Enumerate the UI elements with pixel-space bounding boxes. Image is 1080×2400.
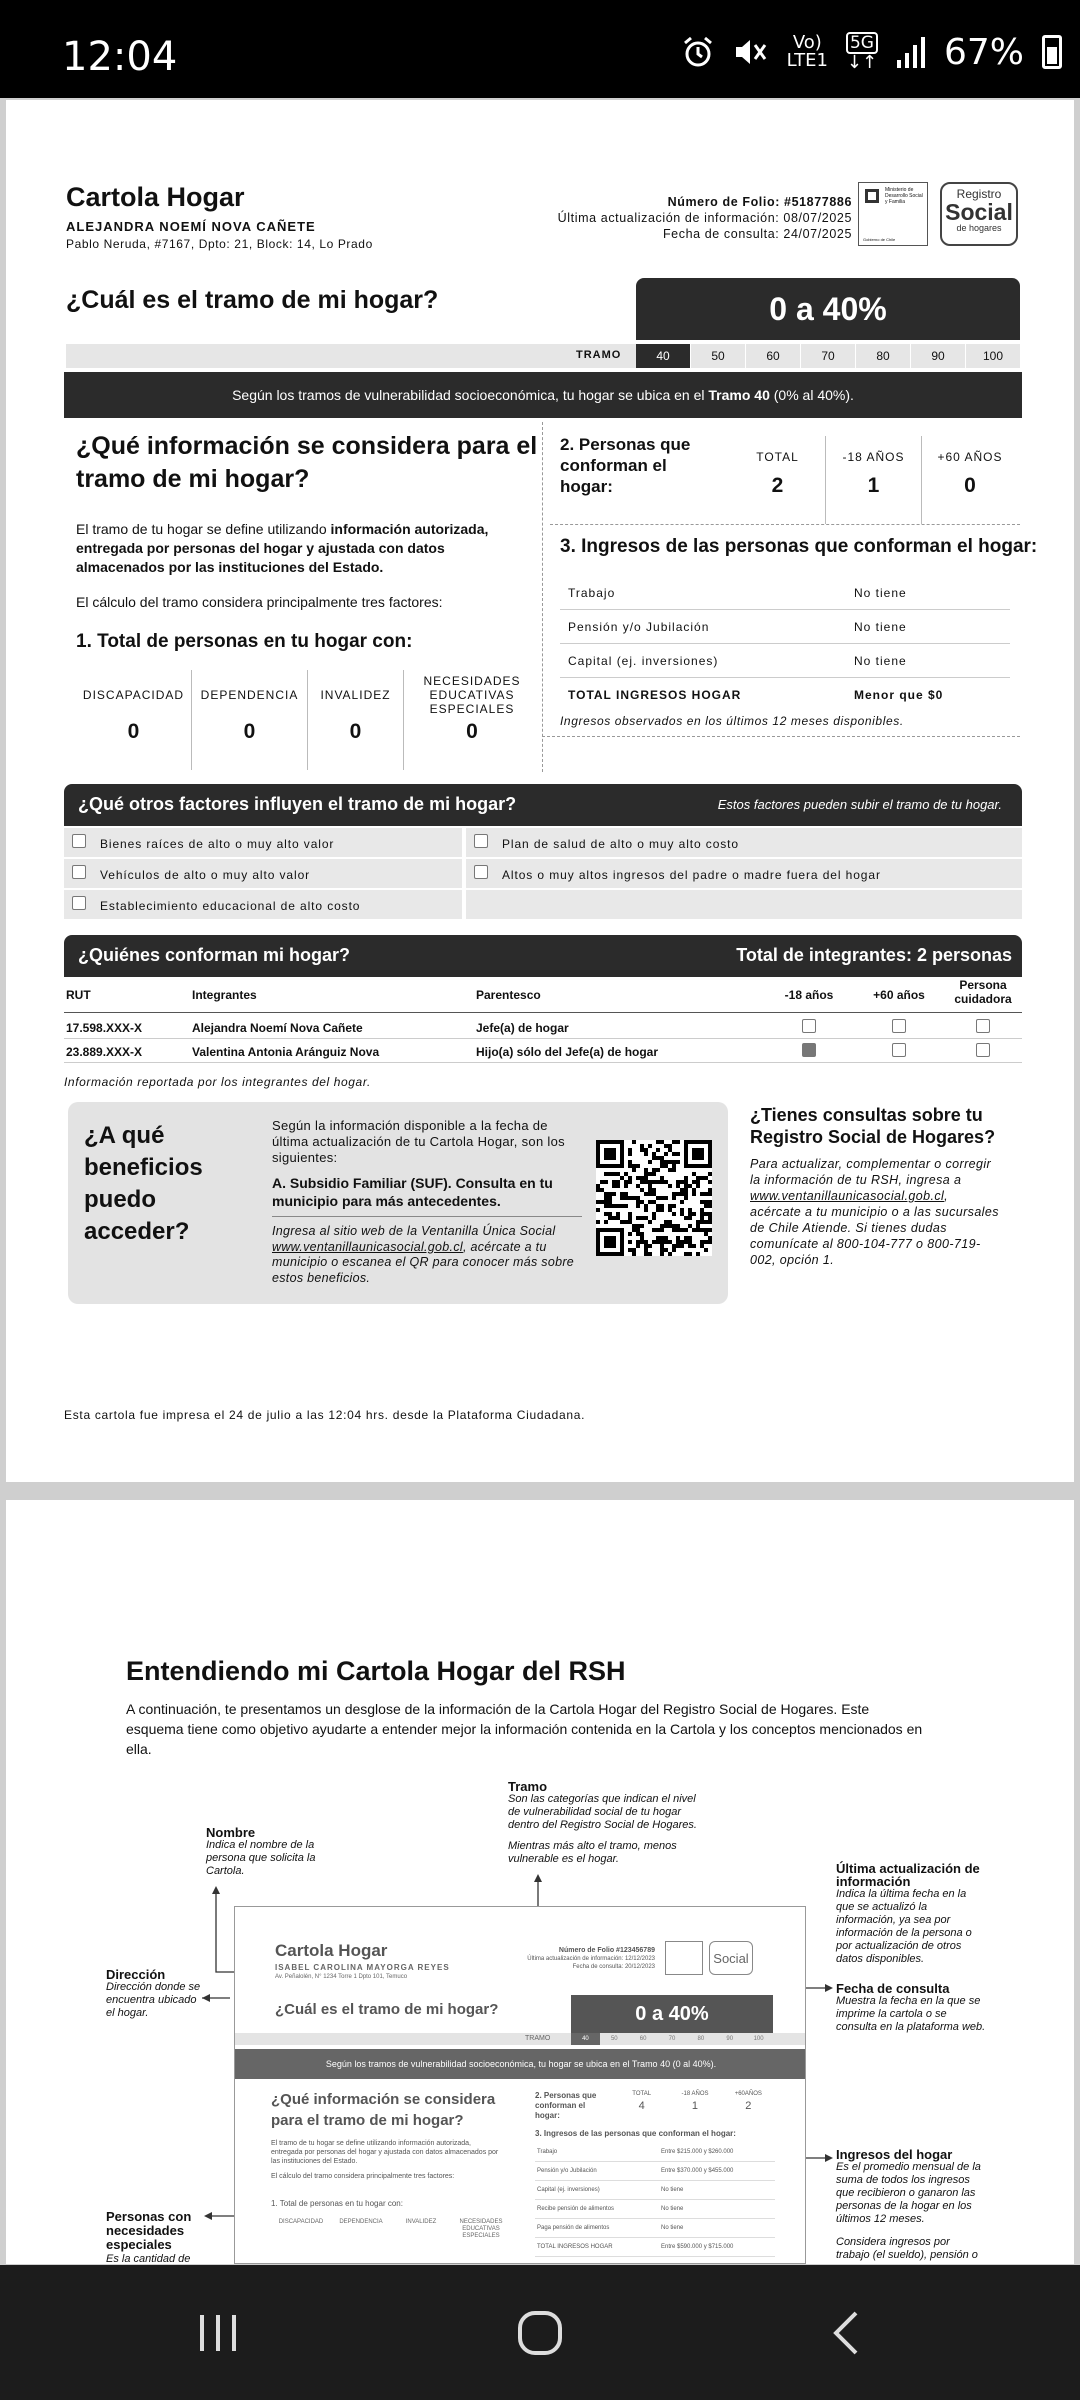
other-factor-checkbox[interactable] xyxy=(72,834,86,848)
sample-income-row xyxy=(535,2238,775,2257)
member-rut: 23.889.XXX-X xyxy=(66,1045,143,1059)
sample-factor1-label: DISCAPACIDAD xyxy=(278,2219,324,2225)
sample-scale-step: 70 xyxy=(668,2036,676,2042)
annot-ultima: Última actualización de información Indica la última fecha en la que se actualizó la información, ya sea por información de la persona o por actualización de otros datos disponibles. xyxy=(836,1861,980,1965)
other-factors-header xyxy=(64,784,1022,826)
sample-factor2-label: -18 AÑOS xyxy=(681,2091,709,2097)
sample-income-label: Paga pensión de alimentos xyxy=(537,2225,610,2231)
member-care-checkbox[interactable] xyxy=(976,1043,990,1057)
factor1-column xyxy=(76,670,192,770)
income-label: Pensión y/o Jubilación xyxy=(568,620,710,634)
sample-factor2-column xyxy=(615,2091,668,2121)
tramo-scale-step: 100 xyxy=(965,344,1020,368)
factor2-value: 0 xyxy=(964,474,976,497)
sample-scale-step: 80 xyxy=(697,2036,705,2042)
recent-apps-button[interactable] xyxy=(138,2265,298,2400)
members-row-line xyxy=(64,1062,1022,1063)
holder-name: ALEJANDRA NOEMÍ NOVA CAÑETE xyxy=(66,219,316,234)
sample-income-row xyxy=(535,2181,775,2200)
members-heading: ¿Quiénes conforman mi hogar? xyxy=(78,945,351,965)
other-factor-checkbox[interactable] xyxy=(474,865,488,879)
members-col-header: Integrantes xyxy=(192,988,257,1002)
sample-income-value: Entre $590.000 y $715.000 xyxy=(661,2244,734,2250)
help-heading: ¿Tienes consultas sobre tu Registro Social de Hogares? xyxy=(750,1105,996,1147)
member-o60-checkbox[interactable] xyxy=(892,1019,906,1033)
factor1-heading: 1. Total de personas en tu hogar con: xyxy=(76,631,413,652)
members-col-header: -18 años xyxy=(784,988,834,1002)
info-factors-intro: El cálculo del tramo considera principalmente tres factores: xyxy=(76,594,443,610)
member-relationship: Hijo(a) sólo del Jefe(a) de hogar xyxy=(476,1045,659,1059)
tramo-scale-step: 60 xyxy=(745,344,800,368)
members-row-line xyxy=(64,1038,1022,1039)
factor1-value: 0 xyxy=(466,720,478,743)
guide-intro: A continuación, te presentamos un desglose de la información de la Cartola Hogar del Registro Social de Hogares. Este esquema tiene como objetivo ayudarte a entender mejor la información contenida en la Cartola y los conceptos mencionados en ella. xyxy=(126,1701,923,1757)
factor2-label: TOTAL xyxy=(756,450,799,464)
info-paragraph: El tramo de tu hogar se define utilizando información autorizada, entregada por personas del hogar y ajustada con datos almacenados por las instituciones del Estado. xyxy=(76,521,489,575)
other-factor-item xyxy=(466,859,1022,888)
status-bar xyxy=(0,0,1080,98)
sample-income-row xyxy=(535,2162,775,2181)
guide-title: Entendiendo mi Cartola Hogar del RSH xyxy=(126,1656,626,1686)
benefits-box xyxy=(68,1102,728,1304)
benefits-web: Ingresa al sitio web de la Ventanilla Única Social www.ventanillaunicasocial.gob.cl, acércate a tu municipio o escanea el QR para conocer más sobre estos beneficios. xyxy=(272,1224,575,1285)
annot-ingresos: Ingresos del hogar Es el promedio mensual de la suma de todos los ingresos que recibieron o ganaron las personas de la hogar en los últimos 12 meses. Considera ingresos por trabajo (el sueldo), pensión o xyxy=(836,2147,981,2261)
other-factor-checkbox[interactable] xyxy=(474,834,488,848)
income-label: Trabajo xyxy=(568,586,616,600)
factor1-column xyxy=(404,670,540,770)
tramo-scale-step: 40 xyxy=(636,344,690,368)
back-button[interactable] xyxy=(766,2265,926,2400)
member-name: Valentina Antonia Aránguiz Nova xyxy=(192,1045,380,1059)
query-date: Fecha de consulta: 24/07/2025 xyxy=(662,227,852,241)
sample-income-label: Pensión y/o Jubilación xyxy=(537,2168,597,2174)
rsh-logo: Registro Social de hogares xyxy=(940,182,1018,246)
member-u18-checkbox[interactable] xyxy=(802,1019,816,1033)
members-total: Total de integrantes: 2 personas xyxy=(736,945,1012,965)
factor1-label: NECESIDADES EDUCATIVAS ESPECIALES xyxy=(423,674,521,716)
sample-scale-step: 100 xyxy=(753,2036,764,2042)
other-factor-label: Plan de salud de alto o muy alto costo xyxy=(502,837,739,851)
back-icon xyxy=(826,2309,866,2357)
home-button[interactable] xyxy=(460,2265,620,2400)
home-icon xyxy=(516,2309,564,2357)
factor1-column xyxy=(308,670,404,770)
navigation-bar xyxy=(0,2265,1080,2400)
mute-icon xyxy=(733,35,769,69)
print-footer: Esta cartola fue impresa el 24 de julio a las 12:04 hrs. desde la Plataforma Ciudadana. xyxy=(64,1408,586,1422)
factor1-value: 0 xyxy=(243,720,256,743)
other-factor-label: Bienes raíces de alto o muy alto valor xyxy=(100,837,335,851)
annot-direccion: Dirección Dirección donde se encuentra ubicado el hogar. xyxy=(106,1967,201,2019)
income-note: Ingresos observados en los últimos 12 meses disponibles. xyxy=(560,714,904,728)
status-icons xyxy=(681,30,1062,74)
other-factor-item xyxy=(466,828,1022,857)
other-factor-label: Establecimiento educacional de alto costo xyxy=(100,899,361,913)
sample-factor2-label: TOTAL xyxy=(632,2091,652,2097)
sample-factor2-value: 2 xyxy=(745,2100,752,2112)
other-factor-item xyxy=(64,890,462,919)
income-value: No tiene xyxy=(854,620,907,634)
member-care-checkbox[interactable] xyxy=(976,1019,990,1033)
other-factors-heading: ¿Qué otros factores influyen el tramo de mi hogar? xyxy=(78,794,517,814)
help-link[interactable]: www.ventanillaunicasocial.gob.cl xyxy=(750,1189,945,1203)
members-col-header: RUT xyxy=(66,988,91,1002)
qr-code-icon[interactable] xyxy=(596,1140,712,1256)
members-col-header: Parentesco xyxy=(476,988,541,1002)
factor1-label: DEPENDENCIA xyxy=(200,688,299,702)
sample-income-row xyxy=(535,2143,775,2162)
income-row xyxy=(560,644,1010,678)
factor2-value: 2 xyxy=(771,474,784,497)
sample-factor2-column xyxy=(668,2091,721,2121)
sample-income-value: No tiene xyxy=(661,2187,684,2193)
benefits-link[interactable]: www.ventanillaunicasocial.gob.cl xyxy=(272,1239,463,1254)
tramo-scale-step: 80 xyxy=(855,344,910,368)
other-factor-checkbox[interactable] xyxy=(72,896,86,910)
sample-cartola: Cartola Hogar ISABEL CAROLINA MAYORGA REYES Av. Peñalolén, N° 1234 Torre 1 Dpto 101, Temuco Número de Folio #123456789 Última actualización de información: 12/12/2023 Fecha de consulta: 20/12/2023 Social ¿Cuál es el tramo de mi hogar? 0 a 40% TRAMO 40 50 60 70 80 90 100 Según los tramos de vulnerabilidad socioeconómica, tu hogar se ubica en el Tramo 40 (0 al 40%). ¿Qué información se considera para el tramo de mi hogar? El tramo de tu hogar se define utilizando información autorizada, entregada por personas del hogar y ajustada con datos almacenados por las instituciones del Estado. El cálculo del tramo considera principalmente tres factores: 1. Total de personas en tu hogar con: DISCAPACIDAD DEPENDENCIA INVALIDEZ NECESIDADES EDUCATIVAS ESPECIALES 2. Personas que conforman el hogar: TOTAL 4 -18 AÑOS 1 +60AÑOS 2 3. Ingresos de las personas que conforman el hogar: Trabajo Entre $215.000 y $260.000 Pensión y/o Jubilación Entre $370.000 y $455.000 Capital (ej. inversiones) No tiene Recibe pensión de alimentos No tiene Paga pensión de alimentos No tiene TOTAL INGRESOS HOGAR Entre $590.000 y $715.000 xyxy=(234,1906,806,2264)
members-header-line xyxy=(64,1012,1022,1013)
cartola-title: Cartola Hogar xyxy=(66,182,245,212)
battery-percent: 67% xyxy=(943,31,1024,73)
factor2-heading: 2. Personas que conforman el hogar: xyxy=(560,435,691,496)
status-time: 12:04 xyxy=(62,34,178,80)
folio-block xyxy=(558,194,852,242)
other-factor-empty xyxy=(466,890,1022,919)
sample-income-label: Capital (ej. inversiones) xyxy=(537,2187,600,2193)
sample-scale-step: 60 xyxy=(639,2036,647,2042)
income-row xyxy=(560,576,1010,610)
sample-factor1-label: INVALIDEZ xyxy=(405,2219,437,2225)
sample-scale-step: 90 xyxy=(726,2036,734,2042)
factor2-label: +60 AÑOS xyxy=(937,450,1003,464)
factor1-column xyxy=(192,670,308,770)
guide-page xyxy=(6,1500,1074,2264)
ministry-logo: Ministerio de Desarrollo Social y Familia Gobierno de Chile xyxy=(858,182,928,246)
annot-tramo: Tramo Son las categorías que indican el nivel de vulnerabilidad social de tu hogar dentro del Registro Social de Hogares. Mientras más alto el tramo, menos vulnerable es el hogar. xyxy=(508,1779,697,1865)
benefits-intro: Según la información disponible a la fecha de última actualización de tu Cartola Hogar, son los siguientes: xyxy=(272,1118,565,1165)
other-factor-checkbox[interactable] xyxy=(72,865,86,879)
benefit-item: A. Subsidio Familiar (SUF). Consulta en tu municipio para más antecedentes. xyxy=(272,1175,553,1209)
folio-number: Número de Folio: #51877886 xyxy=(667,195,852,209)
other-factors-note: Estos factores pueden subir el tramo de tu hogar. xyxy=(717,797,1002,812)
volte-indicator: Vo) LTE1 xyxy=(786,32,828,71)
members-col-header: Persona cuidadora xyxy=(954,978,1012,1006)
tramo-question: ¿Cuál es el tramo de mi hogar? xyxy=(66,286,439,314)
annot-personas: Personas con necesidades especiales Es la cantidad de xyxy=(106,2209,192,2265)
other-factor-label: Altos o muy altos ingresos del padre o madre fuera del hogar xyxy=(502,868,881,882)
income-total-label: TOTAL INGRESOS HOGAR xyxy=(568,688,742,702)
tramo-scale-step: 50 xyxy=(690,344,745,368)
sample-income-label: Recibe pensión de alimentos xyxy=(537,2206,615,2212)
tramo-value: 0 a 40% xyxy=(636,278,1020,340)
members-col-header: +60 años xyxy=(873,988,925,1002)
income-row xyxy=(560,610,1010,644)
factor2-value: 1 xyxy=(867,474,880,497)
sample-factor2-value: 1 xyxy=(691,2100,699,2112)
annot-nombre: Nombre Indica el nombre de la persona que solicita la Cartola. xyxy=(206,1825,316,1877)
tramo-scale-step: 90 xyxy=(910,344,965,368)
network-5g-indicator: 5G ↓↑ xyxy=(846,33,878,73)
sample-income-row xyxy=(535,2200,775,2219)
sample-income-row xyxy=(535,2219,775,2238)
sample-income-value: Entre $215.000 y $260.000 xyxy=(661,2149,734,2155)
other-factor-item xyxy=(64,828,462,857)
benefits-heading: ¿A qué beneficios puedo acceder? xyxy=(84,1122,203,1245)
tramo-scale-step: 70 xyxy=(800,344,855,368)
coat-of-arms-icon xyxy=(863,187,881,205)
sample-income-label: TOTAL INGRESOS HOGAR xyxy=(537,2244,613,2250)
other-factor-item xyxy=(64,859,462,888)
sample-income-value: No tiene xyxy=(661,2206,684,2212)
sample-income-value: Entre $370.000 y $455.000 xyxy=(661,2168,734,2174)
member-relationship: Jefe(a) de hogar xyxy=(476,1021,569,1035)
factor1-value: 0 xyxy=(127,720,140,743)
member-rut: 17.598.XXX-X xyxy=(66,1021,143,1035)
battery-icon xyxy=(1042,35,1062,69)
factor2-label: -18 AÑOS xyxy=(842,450,905,464)
tramo-scale-label: TRAMO xyxy=(576,349,622,361)
cartola-page xyxy=(6,100,1074,1482)
members-header xyxy=(64,935,1022,977)
sample-factor1-label: DEPENDENCIA xyxy=(339,2219,383,2225)
sample-scale-step: 40 xyxy=(571,2033,600,2045)
help-text: Para actualizar, complementar o corregir la información de tu RSH, ingresa a www.ventanillaunicasocial.gob.cl, acércate a tu municipio o a las sucursales de Chile Atiende. Si tienes dudas comunícate al 800-104-777 o 800-719-002, opción 1. xyxy=(750,1157,999,1267)
sample-rsh-logo: Social xyxy=(709,1941,753,1975)
factor1-value: 0 xyxy=(349,720,362,743)
factor1-label: INVALIDEZ xyxy=(320,688,391,702)
member-name: Alejandra Noemí Nova Cañete xyxy=(192,1021,363,1035)
income-value: No tiene xyxy=(854,586,907,600)
sample-factor2-column xyxy=(722,2091,775,2121)
info-heading: ¿Qué información se considera para el tramo de mi hogar? xyxy=(76,432,538,493)
sample-factor2-value: 4 xyxy=(638,2100,645,2112)
member-o60-checkbox[interactable] xyxy=(892,1043,906,1057)
factor2-column xyxy=(730,436,826,524)
sample-factor1-label: NECESIDADES EDUCATIVAS ESPECIALES xyxy=(459,2219,503,2239)
income-total-value: Menor que $0 xyxy=(854,688,944,702)
tramo-banner: Según los tramos de vulnerabilidad socioeconómica, tu hogar se ubica en el Tramo 40 (0% al 40%). xyxy=(64,372,1022,418)
tramo-scale-bar xyxy=(66,344,1020,368)
members-note: Información reportada por los integrantes del hogar. xyxy=(64,1075,371,1089)
factor2-column xyxy=(922,436,1018,524)
alarm-icon xyxy=(681,35,715,69)
holder-address: Pablo Neruda, #7167, Dpto: 21, Block: 14, Lo Prado xyxy=(66,237,373,251)
sample-scale-step: 50 xyxy=(610,2036,618,2042)
last-update: Última actualización de información: 08/07/2025 xyxy=(557,211,852,225)
factor2-column xyxy=(826,436,922,524)
member-u18-checkbox[interactable] xyxy=(802,1043,816,1057)
signal-icon xyxy=(896,36,926,68)
factor3-heading: 3. Ingresos de las personas que conforman el hogar: xyxy=(560,536,1038,557)
income-total-row xyxy=(560,678,1010,708)
sample-factor2-label: +60AÑOS xyxy=(734,2091,762,2097)
income-value: No tiene xyxy=(854,654,907,668)
factor1-label: DISCAPACIDAD xyxy=(82,688,185,702)
other-factor-label: Vehículos de alto o muy alto valor xyxy=(100,868,311,882)
sample-income-value: No tiene xyxy=(661,2225,684,2231)
annot-fecha: Fecha de consulta Muestra la fecha en la que se imprime la cartola o se consulta en la plataforma web. xyxy=(836,1981,986,2033)
sample-income-label: Trabajo xyxy=(537,2149,558,2155)
income-label: Capital (ej. inversiones) xyxy=(568,654,719,668)
recent-apps-icon xyxy=(196,2311,240,2355)
